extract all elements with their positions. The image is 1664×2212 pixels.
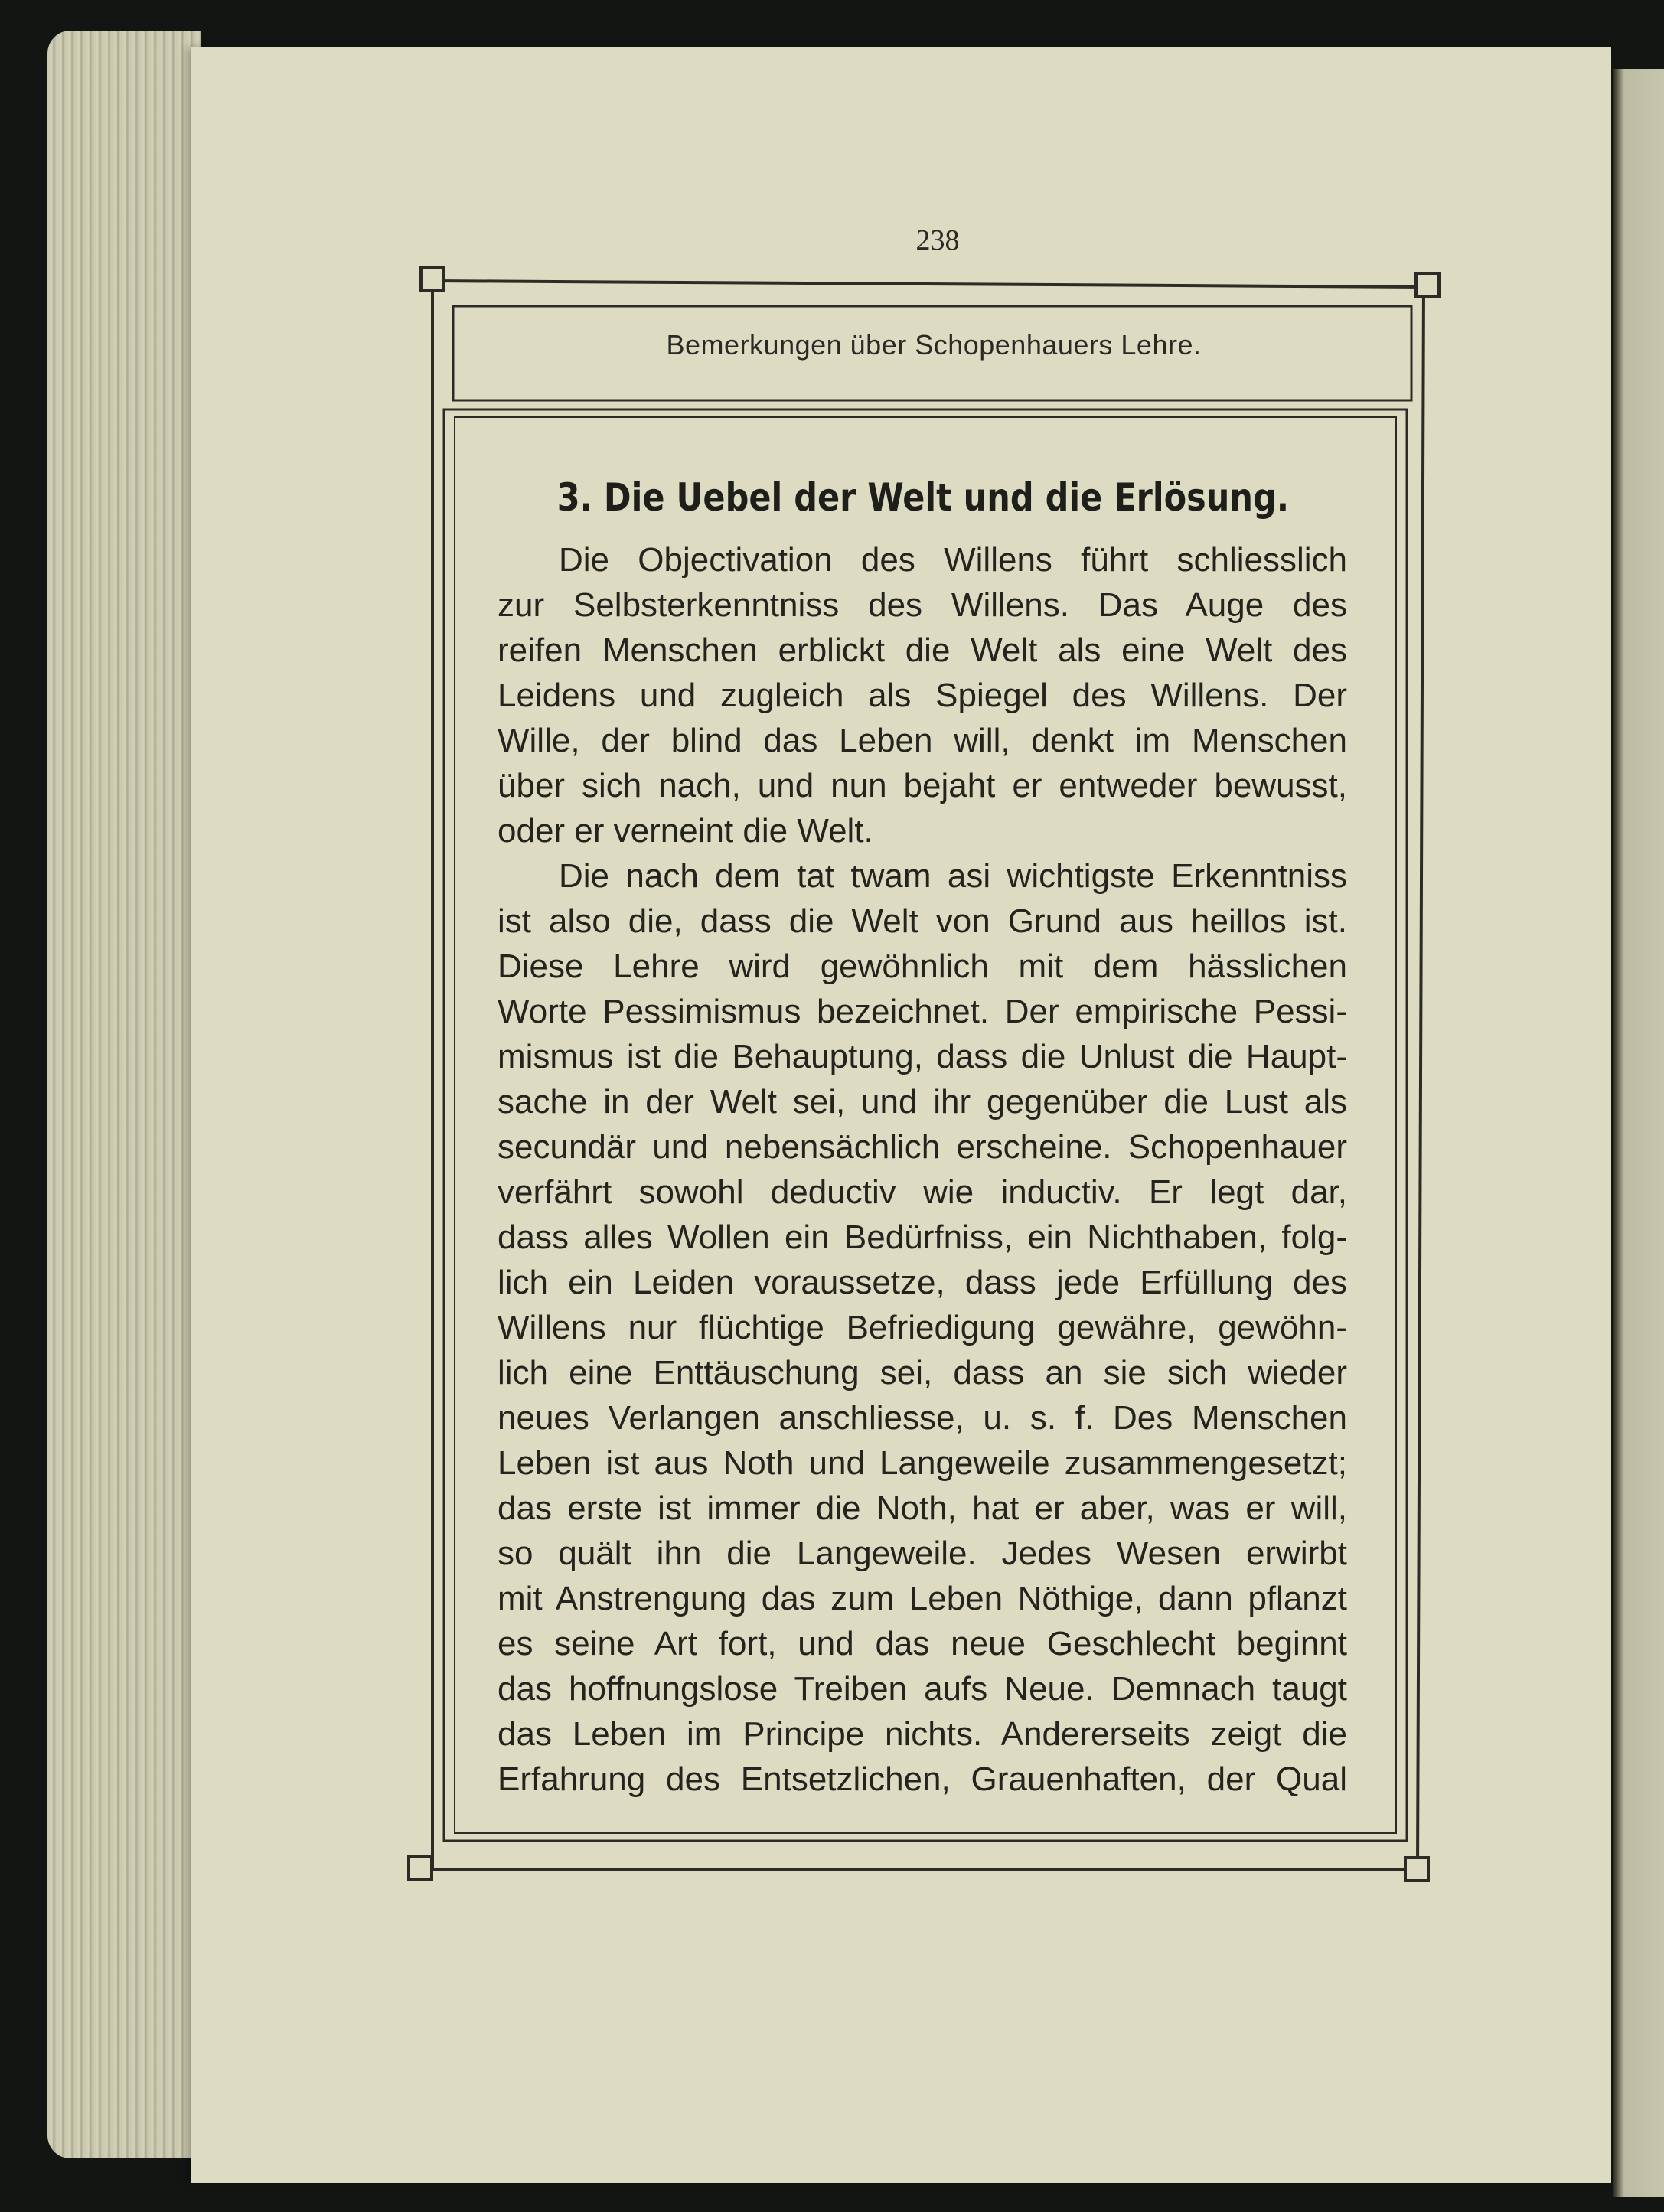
page-number: 238 bbox=[915, 224, 960, 256]
text-line: Willens nur flüchtige Befriedigung gewähre, gewöhn- bbox=[498, 1309, 1347, 1346]
text-line: verfährt sowohl deductiv wie inductiv. Er legt dar, bbox=[498, 1173, 1347, 1211]
text-line: Diese Lehre wird gewöhnlich mit dem hässlichen bbox=[498, 948, 1347, 985]
section-heading: 3. Die Uebel der Welt und die Erlösung. bbox=[556, 475, 1290, 520]
text-line: das erste ist immer die Noth, hat er aber, was er will, bbox=[498, 1489, 1347, 1527]
text-line: Die nach dem tat twam asi wichtigste Erkenntniss bbox=[559, 857, 1347, 895]
text-line: zur Selbsterkenntniss des Willens. Das Auge des bbox=[498, 586, 1347, 624]
text-line: reifen Menschen erblickt die Welt als eine Welt des bbox=[498, 631, 1347, 669]
page-stack-edges bbox=[47, 31, 201, 2158]
text-line: Die Objectivation des Willens führt schliesslich bbox=[559, 541, 1347, 579]
text-line: es seine Art fort, und das neue Geschlecht beginnt bbox=[498, 1625, 1347, 1662]
text-line: sache in der Welt sei, und ihr gegenüber die Lust als bbox=[498, 1083, 1347, 1121]
text-line: so quält ihn die Langeweile. Jedes Wesen erwirbt bbox=[498, 1535, 1347, 1572]
text-line: Worte Pessimismus bezeichnet. Der empirische Pessi- bbox=[498, 993, 1347, 1030]
text-line: secundär und nebensächlich erscheine. Schopenhauer bbox=[498, 1128, 1347, 1166]
text-line: das hoffnungslose Treiben aufs Neue. Demnach taugt bbox=[498, 1670, 1347, 1708]
paragraph-1 bbox=[498, 537, 1347, 853]
text-line: dass alles Wollen ein Bedürfniss, ein Nichthaben, folg- bbox=[498, 1219, 1347, 1256]
text-line: ist also die, dass die Welt von Grund aus heillos ist. bbox=[498, 902, 1347, 940]
text-line: lich ein Leiden voraussetze, dass jede Erfüllung des bbox=[498, 1264, 1347, 1301]
text-line: mit Anstrengung das zum Leben Nöthige, dann pflanzt bbox=[498, 1580, 1347, 1617]
body-text bbox=[498, 467, 1347, 1802]
running-head: Bemerkungen über Schopenhauers Lehre. bbox=[666, 329, 1202, 361]
text-line: Leidens und zugleich als Spiegel des Willens. Der bbox=[498, 677, 1347, 714]
text-line: oder er verneint die Welt. bbox=[498, 812, 873, 850]
text-line: das Leben im Principe nichts. Andererseits zeigt die bbox=[498, 1715, 1347, 1753]
text-line: Erfahrung des Entsetzlichen, Grauenhaften, der Qual bbox=[498, 1760, 1347, 1798]
paragraph-2 bbox=[498, 853, 1347, 1802]
text-line: lich eine Enttäuschung sei, dass an sie sich wieder bbox=[498, 1354, 1347, 1391]
facing-page-edge bbox=[1613, 69, 1664, 2197]
text-line: mismus ist die Behauptung, dass die Unlust die Haupt- bbox=[498, 1038, 1347, 1075]
text-line: über sich nach, und nun bejaht er entweder bewusst, bbox=[498, 767, 1347, 804]
text-line: neues Verlangen anschliesse, u. s. f. Des Menschen bbox=[498, 1399, 1347, 1437]
text-line: Leben ist aus Noth und Langeweile zusammengesetzt; bbox=[498, 1444, 1347, 1482]
text-line: Wille, der blind das Leben will, denkt im Menschen bbox=[498, 722, 1347, 759]
